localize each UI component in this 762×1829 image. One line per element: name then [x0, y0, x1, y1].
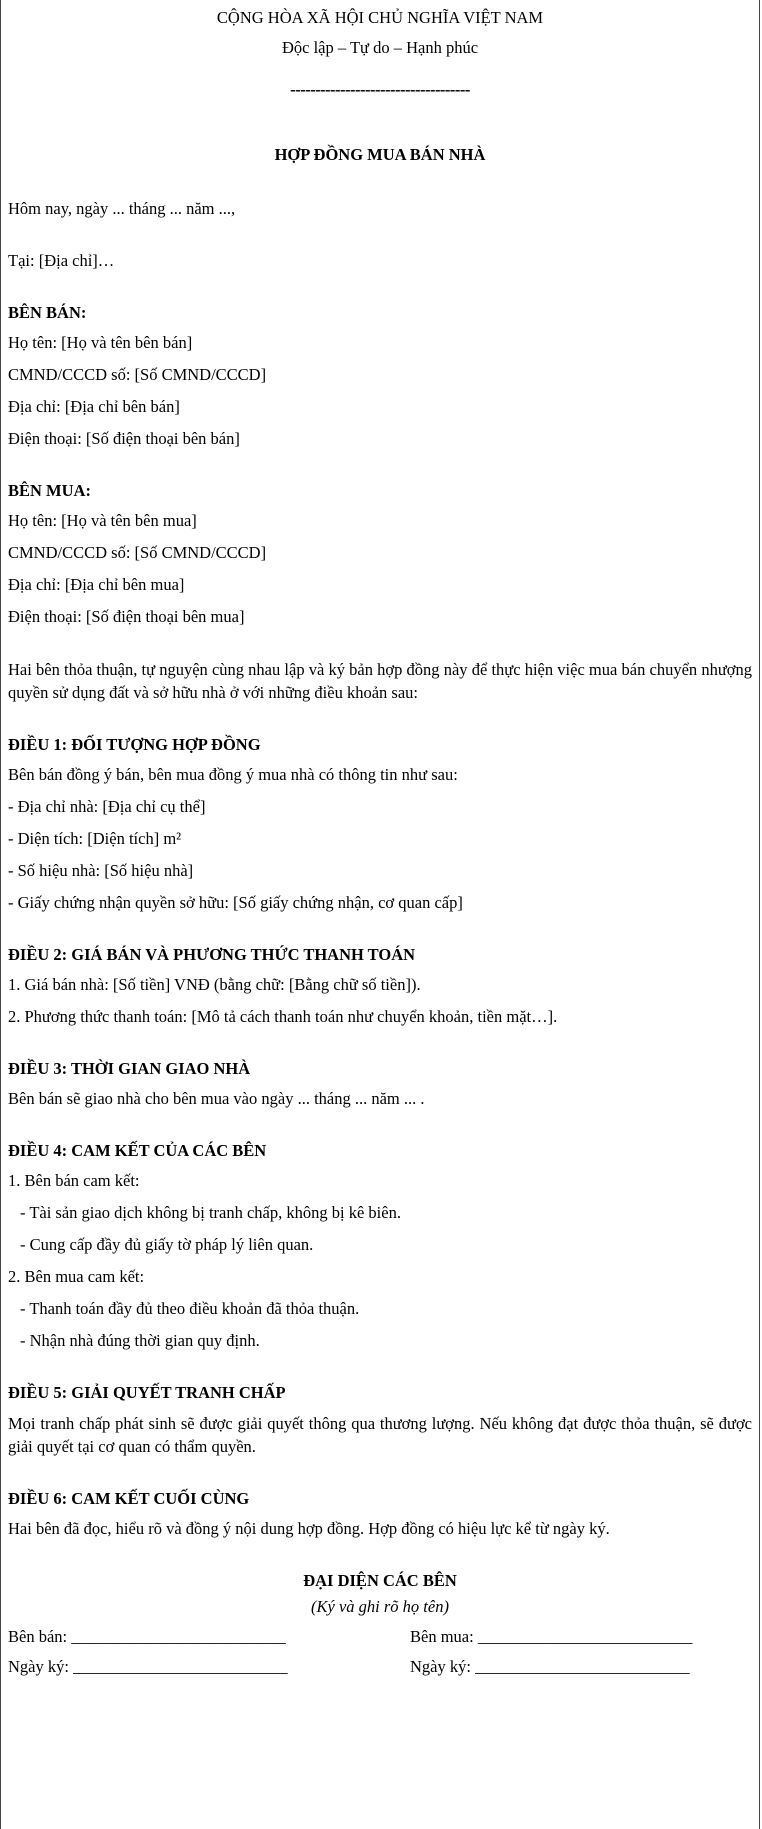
article4-buyer-item: - Thanh toán đầy đủ theo điều khoản đã thỏa thuận. [20, 1299, 360, 1318]
article1-area: - Diện tích: [Diện tích] m² [8, 829, 182, 848]
article6-heading: ĐIỀU 6: CAM KẾT CUỐI CÙNG [8, 1489, 250, 1508]
article4-buyer-item: - Nhận nhà đúng thời gian quy định. [20, 1331, 260, 1350]
seller-heading: BÊN BÁN: [8, 303, 87, 322]
article1-certificate: - Giấy chứng nhận quyền sở hữu: [Số giấy chứng nhận, cơ quan cấp] [8, 893, 463, 912]
article1-intro: Bên bán đồng ý bán, bên mua đồng ý mua nhà có thông tin như sau: [8, 765, 458, 784]
article4-seller-item: - Cung cấp đầy đủ giấy tờ pháp lý liên quan. [20, 1235, 314, 1254]
seller-id: CMND/CCCD số: [Số CMND/CCCD] [8, 365, 267, 384]
article1-heading: ĐIỀU 1: ĐỐI TƯỢNG HỢP ĐỒNG [8, 735, 261, 754]
article3-text: Bên bán sẽ giao nhà cho bên mua vào ngày ... tháng ... năm ... . [8, 1089, 425, 1108]
article5-heading: ĐIỀU 5: GIẢI QUYẾT TRANH CHẤP [8, 1383, 286, 1402]
signature-row [8, 1626, 752, 1648]
article4-buyer-label: 2. Bên mua cam kết: [8, 1267, 145, 1286]
seller-address: Địa chỉ: [Địa chỉ bên bán] [8, 397, 180, 416]
seller-signature-line: Bên bán: __________________________ [8, 1627, 286, 1646]
buyer-date-line: Ngày ký: __________________________ [410, 1657, 690, 1676]
signatures-heading: ĐẠI DIỆN CÁC BÊN [303, 1571, 457, 1590]
article4-seller-item: - Tài sản giao dịch không bị tranh chấp, không bị kê biên. [20, 1203, 401, 1222]
document-title: HỢP ĐỒNG MUA BÁN NHÀ [274, 145, 486, 164]
seller-name: Họ tên: [Họ và tên bên bán] [8, 333, 193, 352]
article3-heading: ĐIỀU 3: THỜI GIAN GIAO NHÀ [8, 1059, 251, 1078]
place-line: Tại: [Địa chỉ]… [8, 251, 115, 270]
seller-date-line: Ngày ký: __________________________ [8, 1657, 288, 1676]
article4-heading: ĐIỀU 4: CAM KẾT CỦA CÁC BÊN [8, 1141, 267, 1160]
signature-date-row [8, 1656, 752, 1678]
article2-method: 2. Phương thức thanh toán: [Mô tả cách thanh toán như chuyển khoản, tiền mặt…]. [8, 1007, 558, 1026]
buyer-phone: Điện thoại: [Số điện thoại bên mua] [8, 607, 245, 626]
article5-text: Mọi tranh chấp phát sinh sẽ được giải quyết thông qua thương lượng. Nếu không đạt được thỏa thuận, sẽ được giải quyết tại cơ quan có thẩm quyền. [8, 1414, 752, 1456]
buyer-address: Địa chỉ: [Địa chỉ bên mua] [8, 575, 185, 594]
signatures-note: (Ký và ghi rõ họ tên) [311, 1597, 449, 1616]
article2-price: 1. Giá bán nhà: [Số tiền] VNĐ (bằng chữ: [Bằng chữ số tiền]). [8, 975, 421, 994]
article2-heading: ĐIỀU 2: GIÁ BÁN VÀ PHƯƠNG THỨC THANH TOÁN [8, 945, 416, 964]
article1-address: - Địa chỉ nhà: [Địa chỉ cụ thể] [8, 797, 206, 816]
buyer-id: CMND/CCCD số: [Số CMND/CCCD] [8, 543, 267, 562]
header-separator: ------------------------------------ [290, 80, 470, 99]
seller-phone: Điện thoại: [Số điện thoại bên bán] [8, 429, 240, 448]
buyer-signature-line: Bên mua: __________________________ [410, 1627, 693, 1646]
date-line: Hôm nay, ngày ... tháng ... năm ..., [8, 199, 236, 218]
national-header: CỘNG HÒA XÃ HỘI CHỦ NGHĨA VIỆT NAM [216, 8, 544, 27]
article6-text: Hai bên đã đọc, hiểu rõ và đồng ý nội dung hợp đồng. Hợp đồng có hiệu lực kể từ ngày ký. [8, 1519, 610, 1538]
buyer-heading: BÊN MUA: [8, 481, 91, 500]
article1-number: - Số hiệu nhà: [Số hiệu nhà] [8, 861, 194, 880]
national-motto: Độc lập – Tự do – Hạnh phúc [281, 38, 479, 57]
agreement-paragraph: Hai bên thỏa thuận, tự nguyện cùng nhau lập và ký bản hợp đồng này để thực hiện việc mua bán chuyển nhượng quyền sử dụng đất và sở hữu nhà ở với những điều khoản sau: [8, 660, 752, 702]
article4-seller-label: 1. Bên bán cam kết: [8, 1171, 140, 1190]
buyer-name: Họ tên: [Họ và tên bên mua] [8, 511, 197, 530]
